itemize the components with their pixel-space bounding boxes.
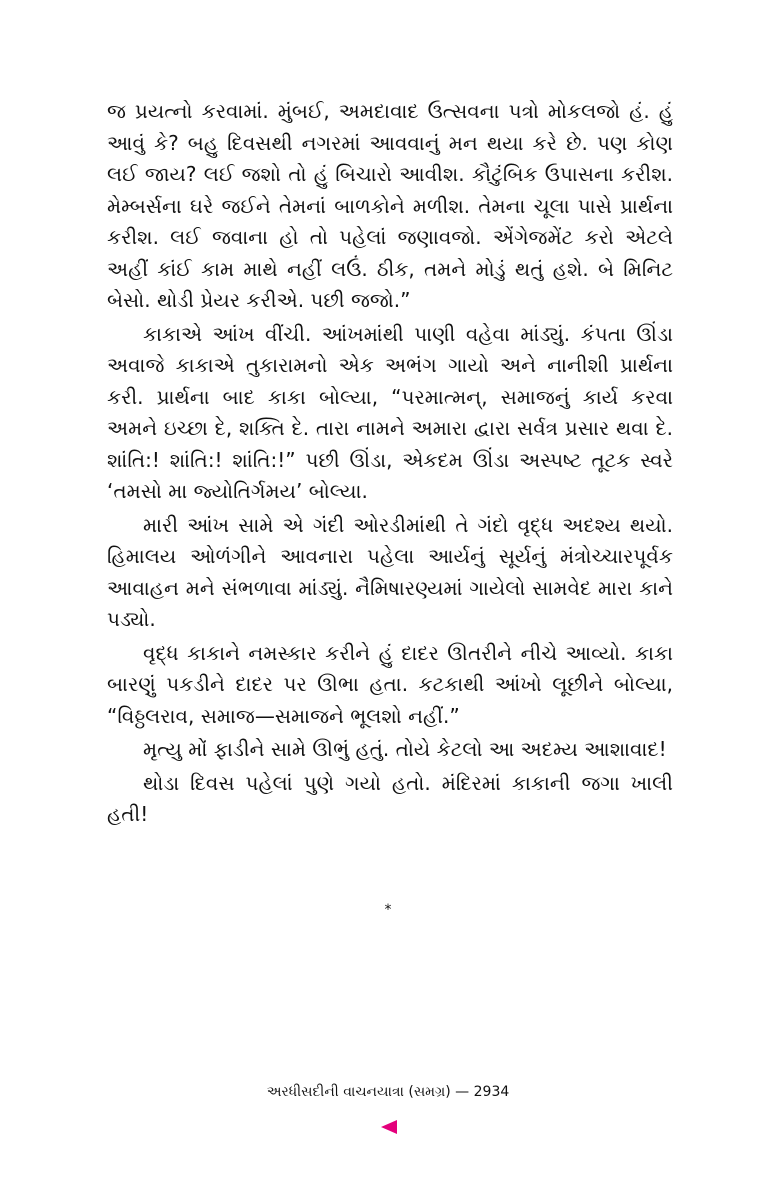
paragraph-5: મૃત્યુ મોં ફાડીને સામે ઊભું હતું. તોયે કેટલો આ અદમ્ય આશાવાદ! (143, 737, 667, 761)
arrow-shape (381, 1120, 397, 1134)
paragraph-2: કાકાએ આંખ વીંચી. આંખમાંથી પાણી વહેવા માંડ્યું. કંપતા ઊંડા અવાજે કાકાએ તુકારામનો એક અભંગ ગાયો અને નાનીશી પ્રાર્થના કરી. પ્રાર્થના બાદ કાકા બોલ્યા, “પરમાત્મન્, સમાજનું કાર્ય કરવા અમને ઇચ્છા દે, શક્તિ દે. તારા નામને અમારા દ્વારા સર્વત્ર પ્રસાર થવા દે. શાંતિ:! શાંતિ:! શાંતિ:!” પછી ઊંડા, એકદમ ઊંડા અસ્પષ્ટ તૂટક સ્વરે ‘તમસો મા જ્યોતિર્ગમય’ બોલ્યા. (107, 321, 673, 503)
paragraph-1: જ પ્રયત્નો કરવામાં. મુંબઈ, અમદાવાદ ઉત્સવના પત્રો મોકલજો હં. હું આવું કે? બહુ દિવસથી નગરમાં આવવાનું મન થયા કરે છે. પણ કોણ લઈ જાય? લઈ જશો તો હું બિચારો આવીશ. કૌટુંબિક ઉપાસના કરીશ. મેમ્બર્સના ઘરે જઈને તેમનાં બાળકોને મળીશ. તેમના ચૂલા પાસે પ્રાર્થના કરીશ. લઈ જવાના હો તો પહેલાં જણાવજો. એંગેજમેંટ કરો એટલે અહીં કાંઈ કામ માથે નહીં લઉં. ઠીક, તમને મોડું થતું હશે. બે મિનિટ બેસો. થોડી પ્રેયર કરીએ. પછી જજો.” (107, 99, 673, 312)
previous-page-arrow-icon[interactable] (380, 1119, 398, 1135)
body-text (107, 96, 673, 831)
arrow-left-icon (380, 1119, 398, 1135)
paragraph-4: વૃદ્ધ કાકાને નમસ્કાર કરીને હું દાદર ઊતરીને નીચે આવ્યો. કાકા બારણું પકડીને દાદર પર ઊભા હતા. કટકાથી આંખો લૂછીને બોલ્યા, “વિઠ્ઠલરાવ, સમાજ—સમાજને ભૂલશો નહીં.” (107, 640, 673, 728)
section-separator: * (384, 902, 392, 918)
page-footer: અરધીસદીની વાચનયાત્રા (સમગ્ર) — 2934 (266, 1084, 510, 1100)
paragraph-6: થોડા દિવસ પહેલાં પુણે ગયો હતો. મંદિરમાં કાકાની જગા ખાલી હતી! (107, 770, 673, 826)
paragraph-3: મારી આંખ સામે એ ગંદી ઓરડીમાંથી તે ગંદો વૃદ્ધ અદશ્ય થયો. હિમાલય ઓળંગીને આવનારા પહેલા આર્યનું સૂર્યનું મંત્રોચ્ચારપૂર્વક આવાહન મને સંભળાવા માંડ્યું. નૈમિષારણ્યમાં ગાયેલો સામવેદ મારા કાને પડ્યો. (107, 512, 673, 631)
